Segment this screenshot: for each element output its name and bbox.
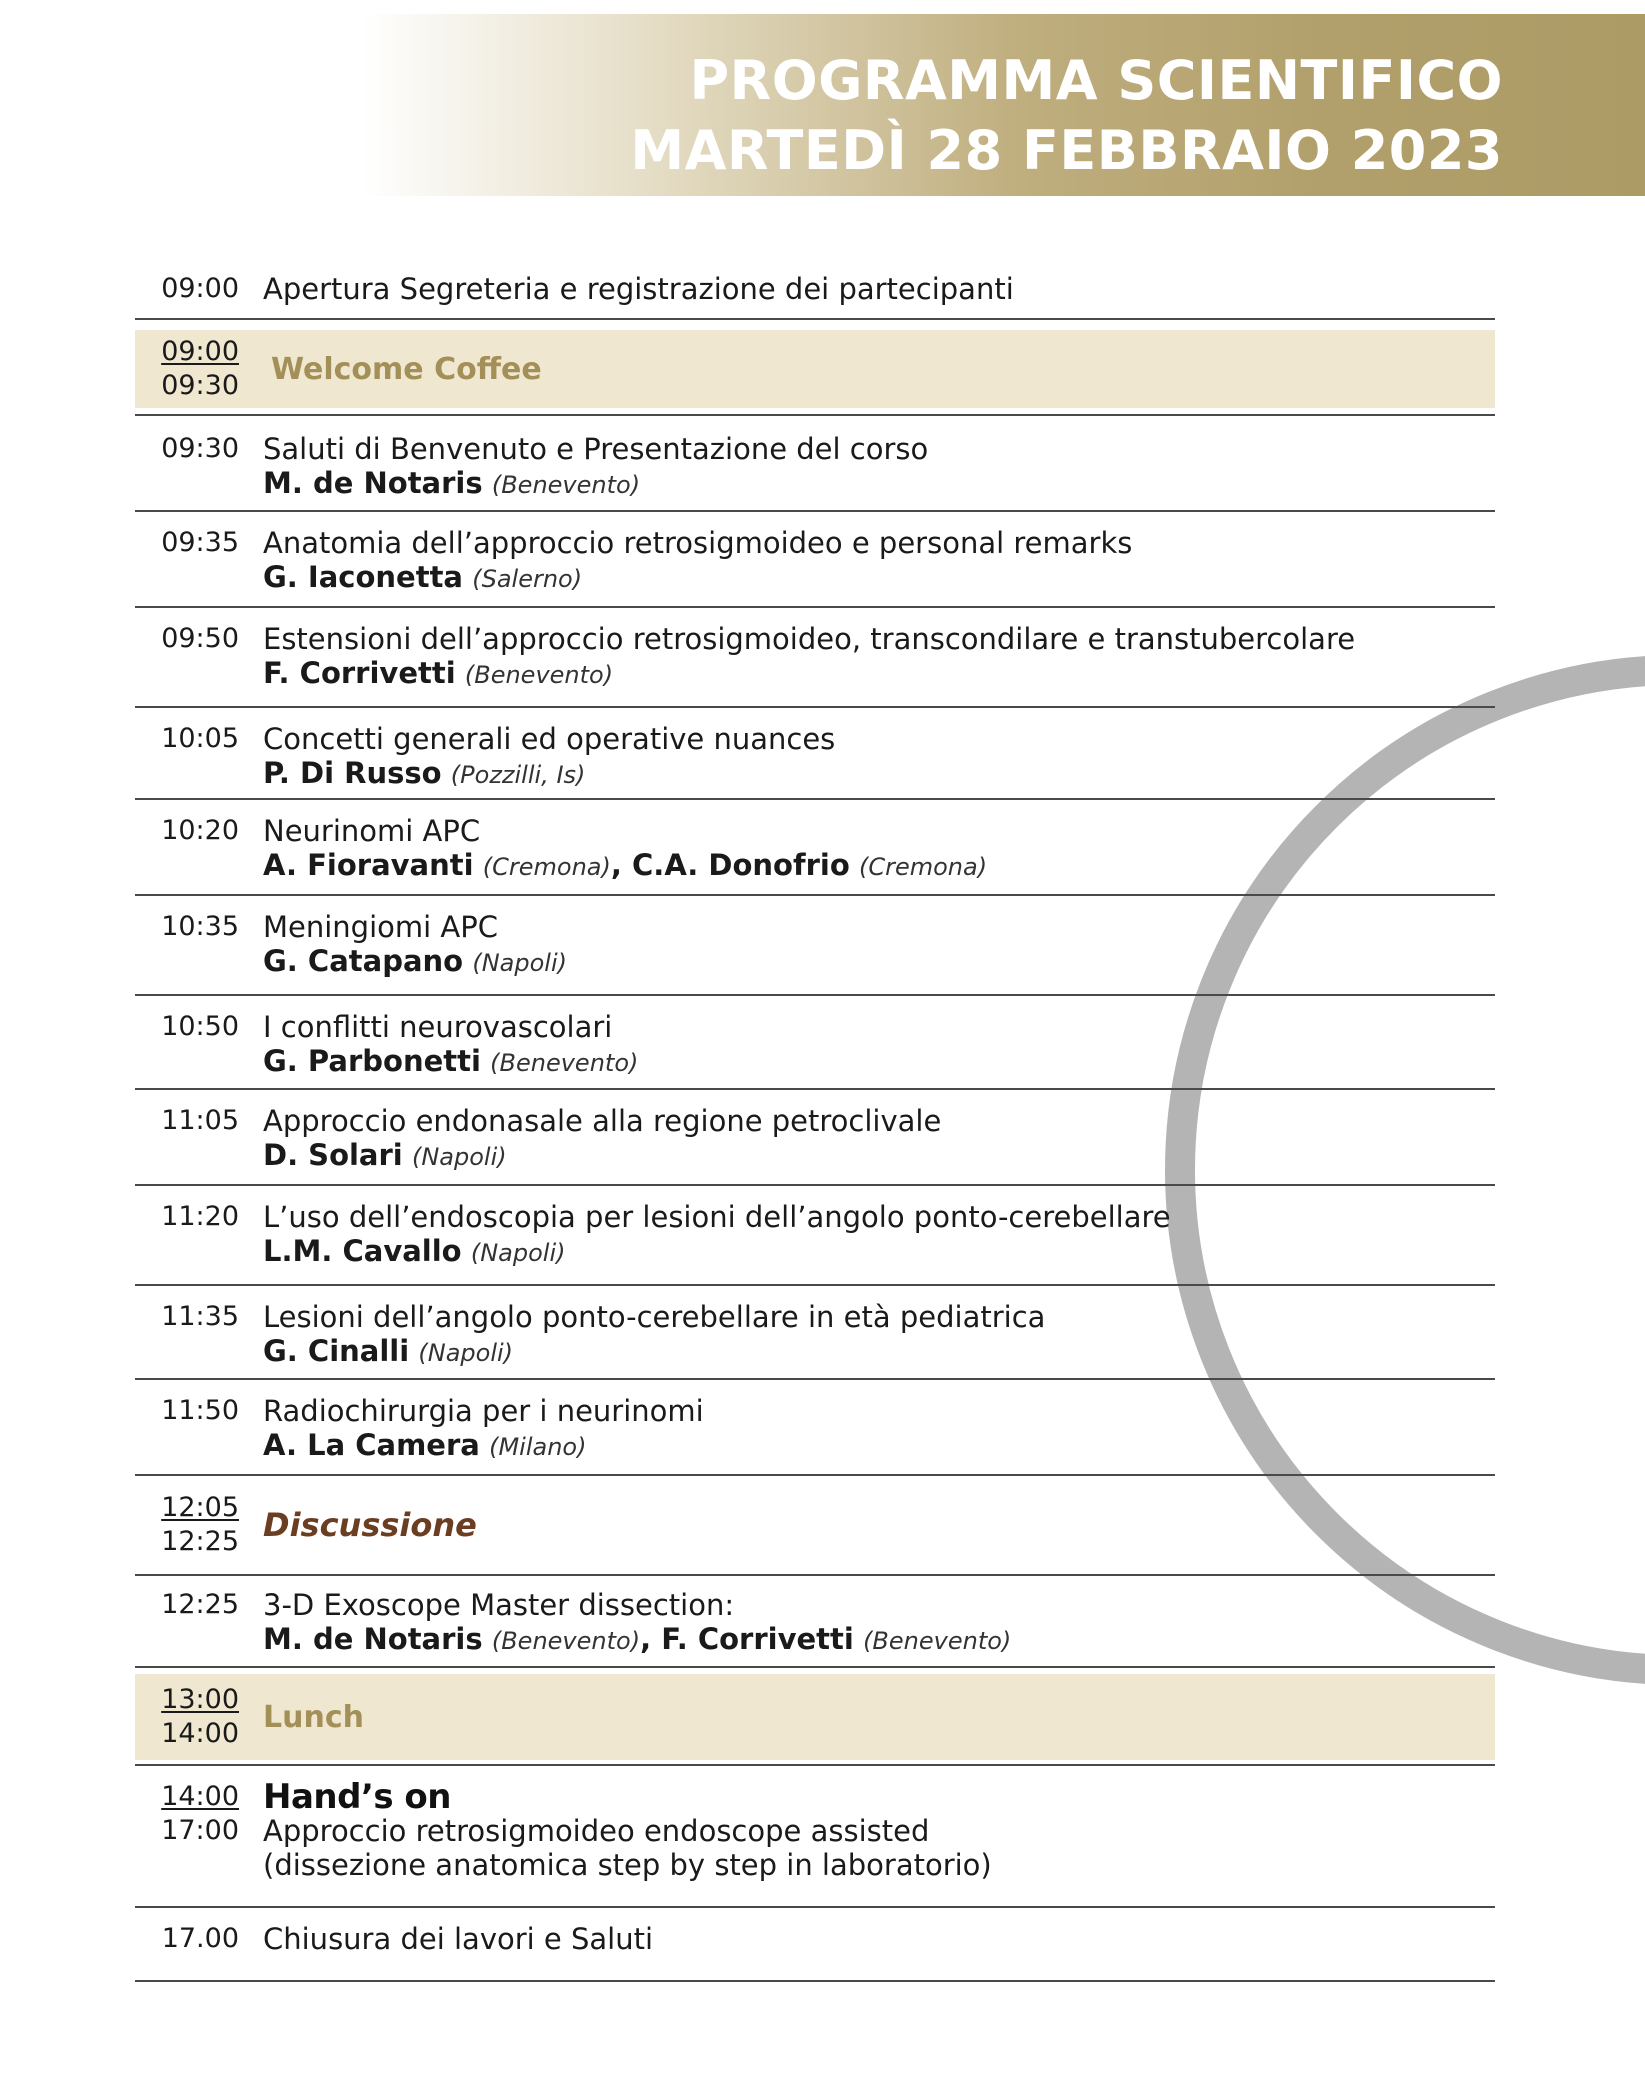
session-title: Apertura Segreteria e registrazione dei partecipanti — [263, 272, 1014, 306]
speaker-name: M. de Notaris — [263, 466, 483, 500]
speaker-city: (Benevento) — [491, 471, 641, 499]
row-content — [263, 1505, 1495, 1544]
schedule-table — [135, 258, 1495, 1982]
speaker-city: (Benevento) — [491, 1627, 641, 1655]
row-content — [263, 608, 1495, 692]
speaker-city: (Napoli) — [472, 949, 567, 977]
schedule-row — [135, 896, 1495, 996]
row-content — [263, 352, 1495, 387]
row-divider — [135, 408, 1495, 416]
session-title: Saluti di Benvenuto e Presentazione del corso — [263, 432, 929, 466]
row-content — [263, 512, 1495, 596]
row-time — [135, 1766, 263, 1848]
row-content — [263, 1908, 1495, 1956]
session-title: Anatomia dell’approccio retrosigmoideo e personal remarks — [263, 526, 1133, 560]
speaker-city: (Napoli) — [418, 1339, 514, 1367]
time-start: 17.00 — [161, 1923, 239, 1954]
speaker — [263, 1428, 1495, 1464]
schedule-row — [135, 708, 1495, 800]
speaker — [263, 944, 1495, 980]
row-content — [263, 416, 1495, 502]
row-time — [135, 896, 263, 944]
speaker-name: A. Fioravanti — [263, 848, 474, 882]
time-start: 10:20 — [161, 815, 239, 846]
row-time — [135, 335, 263, 403]
schedule-row — [135, 1576, 1495, 1668]
row-content — [263, 1186, 1495, 1270]
row-gap — [135, 320, 1495, 330]
time-start: 09:00 — [161, 336, 239, 367]
session-title: L’uso dell’endoscopia per lesioni dell’angolo ponto-cerebellare — [263, 1200, 1171, 1234]
speaker-name-2: F. Corrivetti — [661, 1622, 854, 1656]
break-title: Lunch — [263, 1699, 364, 1735]
row-time — [135, 1186, 263, 1234]
row-time — [135, 708, 263, 756]
time-start: 09:00 — [161, 273, 239, 304]
time-end: 12:25 — [161, 1526, 239, 1557]
speaker — [263, 1138, 1495, 1174]
page-title — [630, 46, 1503, 186]
time-start: 11:05 — [161, 1105, 239, 1136]
speaker-name: L.M. Cavallo — [263, 1234, 462, 1268]
session-title: Chiusura dei lavori e Saluti — [263, 1922, 654, 1956]
row-time — [135, 258, 263, 306]
schedule-row-handson — [135, 1766, 1495, 1908]
row-time — [135, 512, 263, 560]
handson-description: Approccio retrosigmoideo endoscope assisted — [263, 1814, 930, 1848]
schedule-row — [135, 1090, 1495, 1186]
speaker-city: (Pozzilli, Is) — [450, 761, 586, 789]
session-title: Approccio endonasale alla regione petroclivale — [263, 1104, 942, 1138]
speaker-city: (Napoli) — [470, 1239, 566, 1267]
row-time — [135, 608, 263, 656]
time-start: 11:50 — [161, 1395, 239, 1426]
schedule-row-break — [135, 330, 1495, 408]
time-start: 09:30 — [161, 433, 239, 464]
row-content — [263, 1700, 1495, 1735]
time-end: 17:00 — [161, 1815, 239, 1846]
row-content — [263, 258, 1495, 306]
speaker-name: G. Parbonetti — [263, 1044, 481, 1078]
time-end: 14:00 — [161, 1718, 239, 1749]
session-title: Meningiomi APC — [263, 910, 498, 944]
row-time — [135, 1491, 263, 1559]
schedule-row — [135, 1908, 1495, 1982]
schedule-row-break — [135, 1674, 1495, 1760]
row-content — [263, 896, 1495, 980]
session-title: Lesioni dell’angolo ponto-cerebellare in età pediatrica — [263, 1300, 1046, 1334]
time-start: 11:35 — [161, 1301, 239, 1332]
speaker: M. de Notaris (Benevento), F. Corrivetti (Benevento) — [263, 1622, 1012, 1656]
time-end: 09:30 — [161, 370, 239, 401]
row-time — [135, 1090, 263, 1138]
schedule-row — [135, 996, 1495, 1090]
session-title: 3-D Exoscope Master dissection: — [263, 1588, 735, 1622]
schedule-row-discussion — [135, 1476, 1495, 1576]
time-start: 09:50 — [161, 623, 239, 654]
row-content — [263, 1286, 1495, 1370]
session-title: Concetti generali ed operative nuances — [263, 722, 836, 756]
session-title: Estensioni dell’approccio retrosigmoideo, transcondilare e transtubercolare — [263, 622, 1356, 656]
schedule-row — [135, 258, 1495, 320]
speaker — [263, 1044, 1495, 1080]
schedule-row — [135, 608, 1495, 708]
time-start: 10:05 — [161, 723, 239, 754]
schedule-row — [135, 512, 1495, 608]
row-time — [135, 1576, 263, 1622]
title-line-2: MARTEDÌ 28 FEBBRAIO 2023 — [630, 119, 1503, 182]
speaker-city: (Cremona) — [482, 853, 611, 881]
speaker-city: (Salerno) — [472, 565, 583, 593]
speaker-name: F. Corrivetti — [263, 656, 456, 690]
row-time — [135, 416, 263, 466]
speaker-name: D. Solari — [263, 1138, 403, 1172]
speaker-city: (Milano) — [489, 1433, 587, 1461]
row-time — [135, 1683, 263, 1751]
time-start: 10:50 — [161, 1011, 239, 1042]
speaker: A. Fioravanti (Cremona), C.A. Donofrio (Cremona) — [263, 848, 988, 882]
speaker-name: G. Catapano — [263, 944, 464, 978]
speaker-name: G. Iaconetta — [263, 560, 463, 594]
speaker-city: (Napoli) — [411, 1143, 507, 1171]
session-title: I conflitti neurovascolari — [263, 1010, 613, 1044]
speaker — [263, 1234, 1495, 1270]
time-start: 12:25 — [161, 1589, 239, 1620]
schedule-row — [135, 416, 1495, 512]
speaker — [263, 560, 1495, 596]
session-title: Radiochirurgia per i neurinomi — [263, 1394, 704, 1428]
title-line-1: PROGRAMMA SCIENTIFICO — [689, 49, 1503, 112]
speaker-name: M. de Notaris — [263, 1622, 483, 1656]
discussion-title: Discussione — [263, 1505, 477, 1544]
break-title: Welcome Coffee — [271, 351, 542, 387]
time-start: 13:00 — [161, 1684, 239, 1715]
speaker — [263, 656, 1495, 692]
schedule-row — [135, 1286, 1495, 1380]
time-start: 09:35 — [161, 527, 239, 558]
row-time — [135, 1908, 263, 1956]
row-time — [135, 800, 263, 848]
speaker-city: (Benevento) — [490, 1049, 639, 1077]
row-time — [135, 996, 263, 1044]
schedule-row — [135, 1380, 1495, 1476]
row-content — [263, 1766, 1495, 1882]
speaker — [263, 1334, 1495, 1370]
speaker-city-2: (Benevento) — [863, 1627, 1012, 1655]
speaker-city: (Benevento) — [464, 661, 614, 689]
speaker-city-2: (Cremona) — [858, 853, 988, 881]
time-start: 11:20 — [161, 1201, 239, 1232]
speaker-name: P. Di Russo — [263, 756, 442, 790]
row-content — [263, 1090, 1495, 1174]
session-title: Neurinomi APC — [263, 814, 481, 848]
speaker-name: A. La Camera — [263, 1428, 480, 1462]
handson-note: (dissezione anatomica step by step in laboratorio) — [263, 1848, 992, 1882]
handson-title: Hand’s on — [263, 1777, 451, 1817]
row-time — [135, 1286, 263, 1334]
row-content — [263, 800, 1495, 884]
speaker-name-2: C.A. Donofrio — [632, 848, 850, 882]
schedule-row — [135, 800, 1495, 896]
speaker — [263, 756, 1495, 792]
row-time — [135, 1380, 263, 1428]
row-content — [263, 1380, 1495, 1464]
speaker — [263, 466, 1495, 502]
row-content — [263, 996, 1495, 1080]
row-content — [263, 1576, 1495, 1658]
time-start: 12:05 — [161, 1492, 239, 1523]
time-start: 14:00 — [161, 1781, 239, 1812]
row-content — [263, 708, 1495, 792]
schedule-row — [135, 1186, 1495, 1286]
time-start: 10:35 — [161, 911, 239, 942]
speaker-name: G. Cinalli — [263, 1334, 410, 1368]
